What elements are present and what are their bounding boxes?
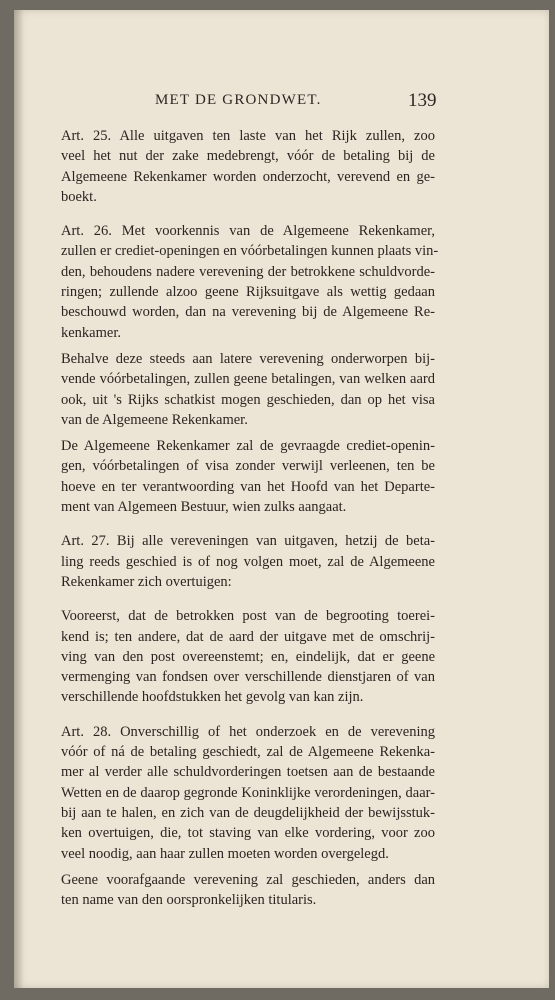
text-line: Art. 26. Met voorkennis van de Algemeene Rekenkamer, — [61, 223, 435, 240]
text-line: ook, uit 's Rijks schatkist mogen geschieden, dan op het visa — [61, 391, 435, 408]
text-line: Art. 27. Bij alle vereveningen van uitgaven, hetzij de beta- — [61, 533, 435, 550]
text-line: den, behoudens nadere verevening der betrokkene schuldvorde- — [61, 263, 435, 280]
text-line: ken overtuigen, die, tot staving van elke vordering, voor zoo — [61, 825, 435, 842]
text-line: ling reeds geschied is of nog volgen moet, zal de Algemeene — [61, 553, 435, 570]
text-line: Art. 28. Onverschillig of het onderzoek en de verevening — [61, 723, 435, 740]
text-line: Algemeene Rekenkamer worden onderzocht, verevend en ge- — [61, 168, 435, 185]
text-line: vóór of ná de betaling geschiedt, zal de Algemeene Rekenka- — [61, 744, 435, 761]
text-line: veel noodig, aan haar zullen moeten worden overgelegd. — [61, 845, 389, 862]
text-line: zullen er crediet-openingen en vóórbetalingen kunnen plaats vin- — [61, 243, 439, 260]
text-line: bij aan te halen, en zich van de deugdelijkheid der bewijsstuk- — [61, 804, 435, 821]
text-line: kenkamer. — [61, 324, 121, 341]
paragraph-art-27 — [61, 531, 435, 592]
paragraph-rekenkamer — [61, 436, 435, 517]
text-line: veel het nut der zake medebrengt, vóór de betaling bij de — [61, 148, 435, 165]
text-line: ving van den post overeenstemt; en, eindelijk, dat er geene — [61, 648, 435, 665]
paragraph-geene — [61, 870, 435, 911]
text-line: mer al verder alle schuldvorderingen toetsen aan de bestaande — [61, 764, 435, 781]
paragraph-art-25 — [61, 126, 435, 207]
text-line: Geene voorafgaande verevening zal geschieden, anders dan — [61, 871, 435, 888]
text-line: Wetten en de daarop gegronde Koninklijke verordeningen, daar- — [61, 784, 435, 801]
text-line: ten name van den oorspronkelijken titularis. — [61, 892, 317, 909]
text-line: vermenging van fondsen over verschillende dienstjaren of van — [61, 669, 435, 686]
text-line: vende vóórbetalingen, zullen geene betalingen, van welken aard — [61, 371, 435, 388]
paragraph-art-28 — [61, 722, 435, 864]
text-line: Vooreerst, dat de betrokken post van de begrooting toerei- — [61, 608, 435, 625]
text-line: kend is; ten andere, dat de aard der uitgave met de omschrij- — [61, 628, 435, 645]
body-text — [61, 126, 439, 916]
text-line: hoeve en ter verantwoording van het Hoofd van het Departe- — [61, 478, 435, 495]
text-line: Art. 25. Alle uitgaven ten laste van het Rijk zullen, zoo — [61, 128, 435, 144]
paragraph-art-26 — [61, 221, 439, 343]
text-line: beschouwd worden, dan na verevening bij de Algemeene Re- — [61, 304, 435, 321]
text-line: ment van Algemeen Bestuur, wien zulks aangaat. — [61, 499, 347, 516]
text-line: Behalve deze steeds aan latere verevening onderworpen bij- — [61, 350, 435, 367]
paragraph-vooreerst — [61, 606, 435, 707]
text-line: verschillende hoofdstukken het gevolg van kan zijn. — [61, 689, 364, 706]
text-line: van de Algemeene Rekenkamer. — [61, 411, 248, 428]
text-line: Rekenkamer zich overtuigen: — [61, 573, 232, 590]
text-line: De Algemeene Rekenkamer zal de gevraagde crediet-openin- — [61, 438, 435, 455]
page-header — [0, 92, 555, 116]
page-number: 139 — [408, 90, 437, 111]
page-gutter-shadow — [14, 10, 24, 988]
text-line: boekt. — [61, 188, 97, 205]
text-line: gen, vóórbetalingen of visa zonder verwijl verleenen, ten be — [61, 458, 435, 475]
text-line: ringen; zullende alzoo geene Rijksuitgave als wettig gedaan — [61, 284, 435, 301]
running-title: MET DE GRONDWET. — [155, 92, 322, 108]
paragraph-behalve — [61, 349, 435, 430]
